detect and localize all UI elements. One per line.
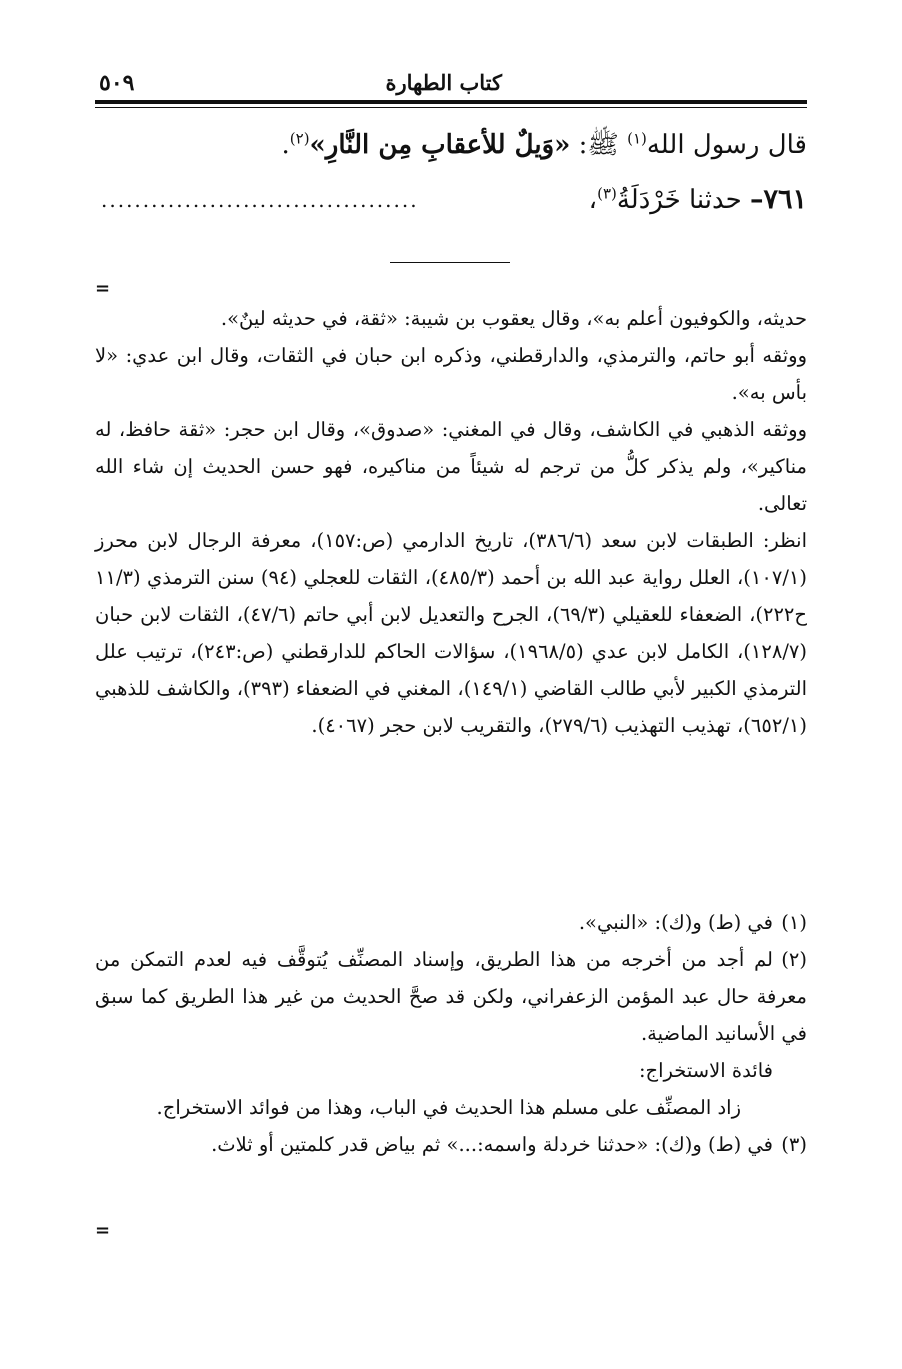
footnote-paragraph: ووثقه الذهبي في الكاشف، وقال في المغني: «صدوق»، وقال ابن حجر: «ثقة حافظ، له مناكير»، ولم يذكر كلُّ من ترجم له شيئاً من مناكيره، فهو حسن الحديث إن شاء الله تعالى. — [95, 418, 807, 515]
continuation-mark-top: = — [95, 278, 111, 299]
footnote-subtext — [95, 1089, 807, 1126]
footnote-paragraph: انظر: الطبقات لابن سعد (٣٨٦/٦)، تاريخ الدارمي (ص:١٥٧)، معرفة الرجال لابن محرز (١٠٧/١)، العلل رواية عبد الله بن أحمد (٤٨٥/٣)، الثقات للعجلي (٩٤) سنن الترمذي (١١/٣ ح٢٢٢)، الضعفاء للعقيلي (٦٩/٣)، الجرح والتعديل لابن أبي حاتم (٤٧/٦)، الثقات لابن حبان (١٢٨/٧)، الكامل لابن عدي (١٩٦٨/٥)، سؤالات الحاكم للدارقطني (ص:٢٤٣)، ترتيب علل الترمذي الكبير لأبي طالب القاضي (١٤٩/١)، المغني في الضعفاء (٣٩٣)، والكاشف للذهبي (٦٥٢/١)، تهذيب التهذيب (٢٧٩/٦)، والتقريب لابن حجر (٤٠٦٧). — [95, 529, 807, 737]
lacuna-dots: ...................................... — [101, 188, 419, 212]
salawat-symbol: ﷺ: — [570, 130, 628, 160]
footnote-list — [95, 904, 807, 1163]
main-line-end: . — [281, 130, 290, 160]
main-text-line-1 — [95, 128, 807, 166]
header-rule-thick — [95, 100, 807, 104]
footnote-text: لم أجد من أخرجه من هذا الطريق، وإسناد المصنِّف يُتوقَّف فيه لعدم التمكن من معرفة حال عبد المؤمن الزعفراني، ولكن قد صحَّ الحديث من غير هذا الطريق كما سبق في الأسانيد الماضية. — [95, 948, 807, 1045]
main-lead-text: قال رسول الله — [646, 130, 807, 160]
footnote-separator — [390, 262, 510, 263]
footnote-paragraph: ووثقه أبو حاتم، والترمذي، والدارقطني، وذكره ابن حبان في الثقات، وقال ابن عدي: «لا بأس به». — [95, 344, 807, 404]
footnote-text: زاد المصنِّف على مسلم هذا الحديث في الباب، وهذا من فوائد الاستخراج. — [156, 1096, 741, 1119]
footnote-ref-1: (١) — [627, 129, 647, 148]
footnote-label: (٢) — [781, 948, 807, 971]
page-number: ٥٠٩ — [99, 70, 135, 96]
footnote-label: (٣) — [781, 1133, 807, 1156]
footnote-text: فائدة الاستخراج: — [638, 1059, 773, 1082]
footnote-item-1 — [95, 904, 807, 941]
main-text-line-2 — [95, 184, 807, 215]
header-rule-thin — [95, 107, 807, 108]
footnote-text: في (ط) و(ك): «النبي». — [578, 911, 773, 934]
footnote-item-3 — [95, 1126, 807, 1163]
footnote-ref-3: (٣) — [597, 184, 617, 203]
footnote-paragraph: حديثه، والكوفيون أعلم به»، وقال يعقوب بن شيبة: «ثقة، في حديثه لينٌ». — [220, 307, 807, 330]
hadith-number: ٧٦١– — [749, 184, 807, 215]
isnad-text: حدثنا خَرْدَلَةُ — [616, 185, 750, 215]
continuation-mark-bottom: = — [95, 1220, 111, 1241]
footnote-item-2 — [95, 941, 807, 1052]
running-title: كتاب الطهارة — [385, 70, 502, 95]
footnote-continuation — [95, 300, 807, 744]
footnote-label: (١) — [781, 911, 807, 934]
footnote-text: في (ط) و(ك): «حدثنا خردلة واسمه:...» ثم بياض قدر كلمتين أو ثلاث. — [211, 1133, 773, 1156]
hadith-quote: «وَيلٌ للأعقابِ مِن النَّارِ» — [309, 130, 571, 160]
footnote-ref-2: (٢) — [289, 129, 310, 148]
footnote-subheading — [95, 1052, 807, 1089]
page-header — [95, 64, 807, 102]
isnad-comma: ، — [588, 185, 598, 215]
